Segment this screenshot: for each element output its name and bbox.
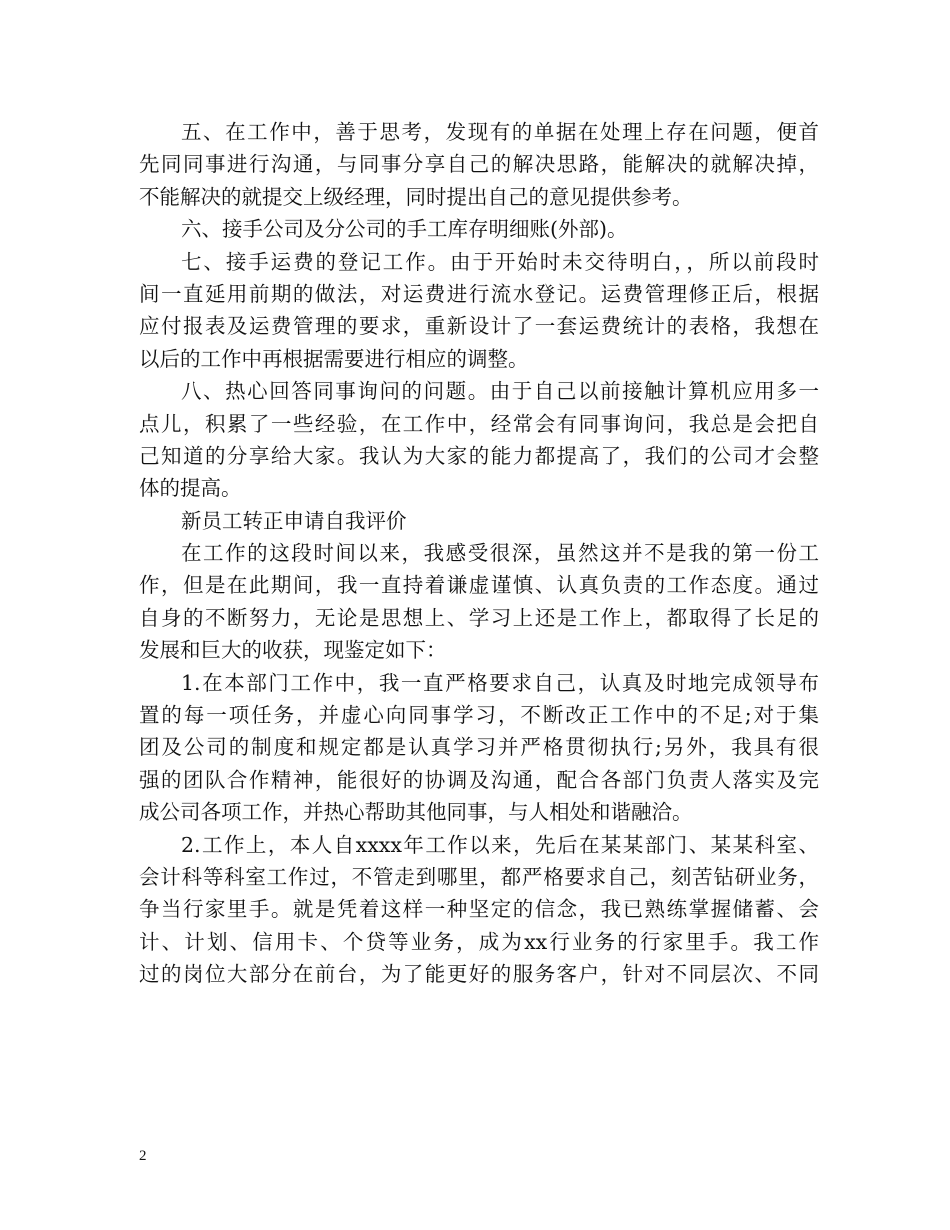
paragraph-line: 八、热心回答同事询问的问题。由于自己以前接触计算机应用多一: [181, 379, 819, 404]
paragraph-line: 争当行家里手。就是凭着这样一种坚定的信念，我已熟练掌握储蓄、会: [139, 897, 819, 922]
paragraph-line: 体的提高。: [139, 476, 242, 501]
paragraph-line: 过的岗位大部分在前台，为了能更好的服务客户，针对不同层次、不同: [139, 962, 819, 987]
paragraph-line: 1.在本部门工作中，我一直严格要求自己，认真及时地完成领导布: [181, 670, 819, 695]
paragraph-line: 团及公司的制度和规定都是认真学习并严格贯彻执行;另外，我具有很: [139, 735, 819, 760]
paragraph-line: 计、计划、信用卡、个贷等业务，成为xx行业务的行家里手。我工作: [139, 929, 819, 954]
paragraph-line: 五、在工作中，善于思考，发现有的单据在处理上存在问题，便首: [181, 120, 819, 144]
section-heading: 新员工转正申请自我评价: [181, 508, 407, 533]
paragraph-line: 2.工作上，本人自xxxx年工作以来，先后在某某部门、某某科室、: [181, 832, 819, 857]
paragraph-line: 六、接手公司及分公司的手工库存明细账(外部)。: [181, 217, 628, 242]
paragraph-line: 自身的不断努力，无论是思想上、学习上还是工作上，都取得了长足的: [139, 605, 819, 630]
paragraph-line: 不能解决的就提交上级经理，同时提出自己的意见提供参考。: [139, 184, 693, 209]
paragraph-line: 间一直延用前期的做法，对运费进行流水登记。运费管理修正后，根据: [139, 281, 819, 306]
paragraph-line: 置的每一项任务，并虚心向同事学习，不断改正工作中的不足;对于集: [139, 703, 819, 728]
paragraph-line: 成公司各项工作，并热心帮助其他同事，与人相处和谐融洽。: [139, 800, 693, 825]
paragraph-line: 作，但是在此期间，我一直持着谦虚谨慎、认真负责的工作态度。通过: [139, 573, 819, 598]
paragraph-line: 会计科等科室工作过，不管走到哪里，都严格要求自己，刻苦钻研业务，: [139, 864, 819, 889]
paragraph-line: 强的团队合作精神，能很好的协调及沟通，配合各部门负责人落实及完: [139, 767, 819, 792]
page-number: 2: [139, 1148, 147, 1164]
paragraph-line: 先同同事进行沟通，与同事分享自己的解决思路，能解决的就解决掉，: [139, 152, 819, 177]
paragraph-line: 应付报表及运费管理的要求，重新设计了一套运费统计的表格，我想在: [139, 314, 819, 339]
document-body: [139, 116, 819, 991]
paragraph-line: 点儿，积累了一些经验，在工作中，经常会有同事询问，我总是会把自: [139, 411, 819, 436]
paragraph-line: 发展和巨大的收获，现鉴定如下：: [139, 638, 447, 663]
paragraph-line: 己知道的分享给大家。我认为大家的能力都提高了，我们的公司才会整: [139, 443, 819, 468]
paragraph-line: 七、接手运费的登记工作。由于开始时未交待明白，，所以前段时: [181, 249, 819, 274]
paragraph-line: 在工作的这段时间以来，我感受很深，虽然这并不是我的第一份工: [181, 541, 819, 566]
paragraph-line: 以后的工作中再根据需要进行相应的调整。: [139, 346, 529, 371]
